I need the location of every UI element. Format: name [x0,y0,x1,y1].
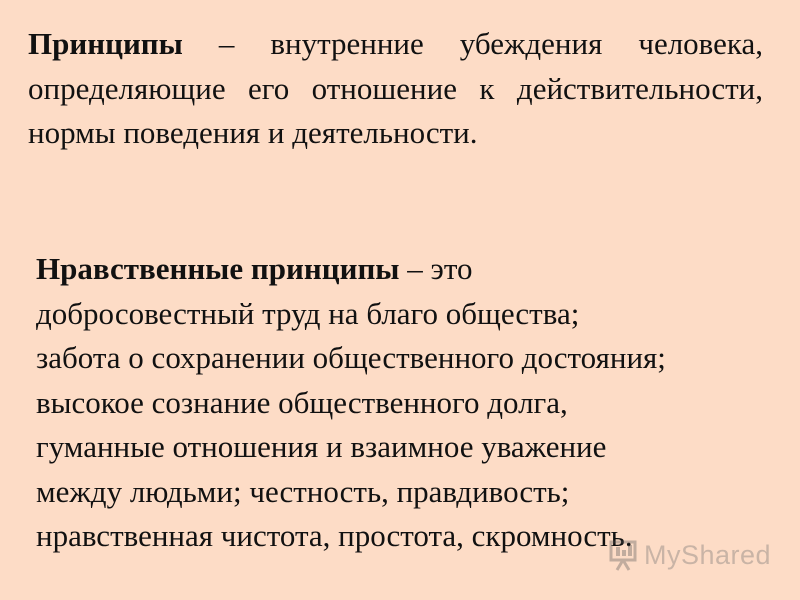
principles-definition-text: – внутренние убеждения человека, определяющие его отношение к действительности, нормы поведения и деятельности. [28,26,763,150]
presentation-board-icon [608,538,642,572]
principles-definition [28,22,763,156]
moral-principles-first-line [36,247,776,292]
principles-term: Принципы [28,26,183,61]
moral-principles-term: Нравственные принципы [36,251,400,286]
moral-principle-line: нравственная чистота, простота, скромность. [36,518,633,553]
moral-principle-line: добросовестный труд на благо общества; [36,295,580,331]
moral-principle-line: между людьми; честность, правдивость; [36,473,570,509]
moral-principles-intro: – это [399,251,473,286]
moral-principle-line: гуманные отношения и взаимное уважение [36,429,607,464]
myshared-watermark [608,538,771,572]
moral-principle-line: забота о сохранении общественного достояния; [36,340,666,375]
watermark-text: MyShared [644,539,772,570]
moral-principle-line: высокое сознание общественного долга, [36,384,568,420]
moral-principles-definition [36,247,776,559]
